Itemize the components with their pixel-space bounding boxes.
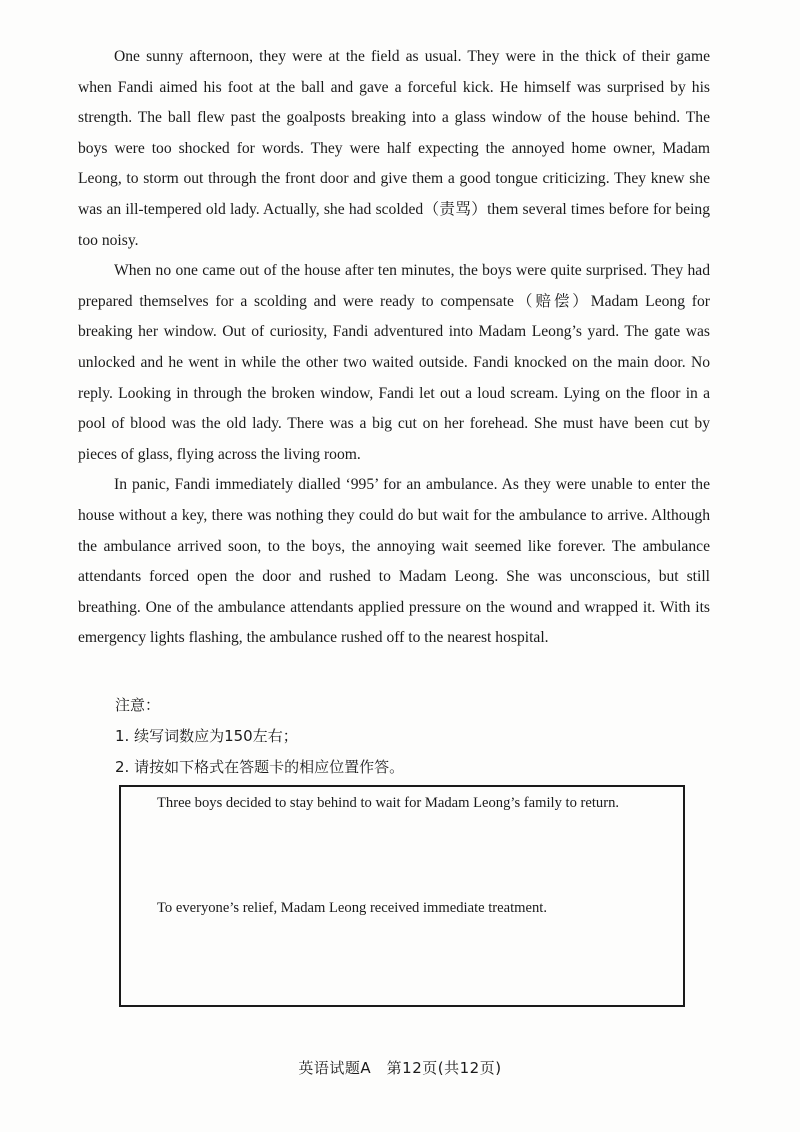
continuation-opening-sentence-2: To everyone’s relief, Madam Leong received immediate treatment. [157,900,548,916]
instruction-item-format: 2. 请按如下格式在答题卡的相应位置作答。 [115,758,405,776]
instructions-heading: 注意： [115,696,161,714]
story-paragraph-2: When no one came out of the house after ten minutes, the boys were quite surprised. They had prepared themselves for a scolding and were ready to compensate（赔偿）Madam Leong for breaking her window. Out of curiosity, Fandi adventured into Madam Leong’s yard. The gate was unlocked and he went in while the other two waited outside. Fandi knocked on the main door. No reply. Looking in through the broken window, Fandi let out a loud scream. Lying on the floor in a pool of blood was the old lady. There was a big cut on her forehead. She must have been cut by pieces of glass, flying across the living room. [78,262,710,463]
story-paragraph-3: In panic, Fandi immediately dialled ‘995’ for an ambulance. As they were unable to enter the house without a key, there was nothing they could do but wait for the ambulance to arrive. Although the ambulance arrived soon, to the boys, the annoying wait seemed like forever. The ambulance attendants forced open the door and rushed to Madam Leong. She was unconscious, but still breathing. One of the ambulance attendants applied pressure on the wound and wrapped it. With its emergency lights flashing, the ambulance rushed off to the nearest hospital. [78,476,710,647]
continuation-opening-sentence-1: Three boys decided to stay behind to wait for Madam Leong’s family to return. [157,795,620,811]
instructions-section [115,690,715,783]
story-paragraph-1: One sunny afternoon, they were at the field as usual. They were in the thick of their game when Fandi aimed his foot at the ball and gave a forceful kick. He himself was surprised by his strength. The ball flew past the goalposts breaking into a glass window of the house behind. The boys were too shocked for words. They were half expecting the annoyed home owner, Madam Leong, to storm out through the front door and give them a good tongue criticizing. They knew she was an ill-tempered old lady. Actually, she had scolded（责骂）them several times before for being too noisy. [78,48,710,249]
page-footer: 英语试题A 第12页(共12页) [298,1059,502,1077]
answer-format-box [119,785,685,1007]
instruction-item-word-count: 1. 续写词数应为150左右； [115,727,298,745]
story-passage [78,42,710,654]
